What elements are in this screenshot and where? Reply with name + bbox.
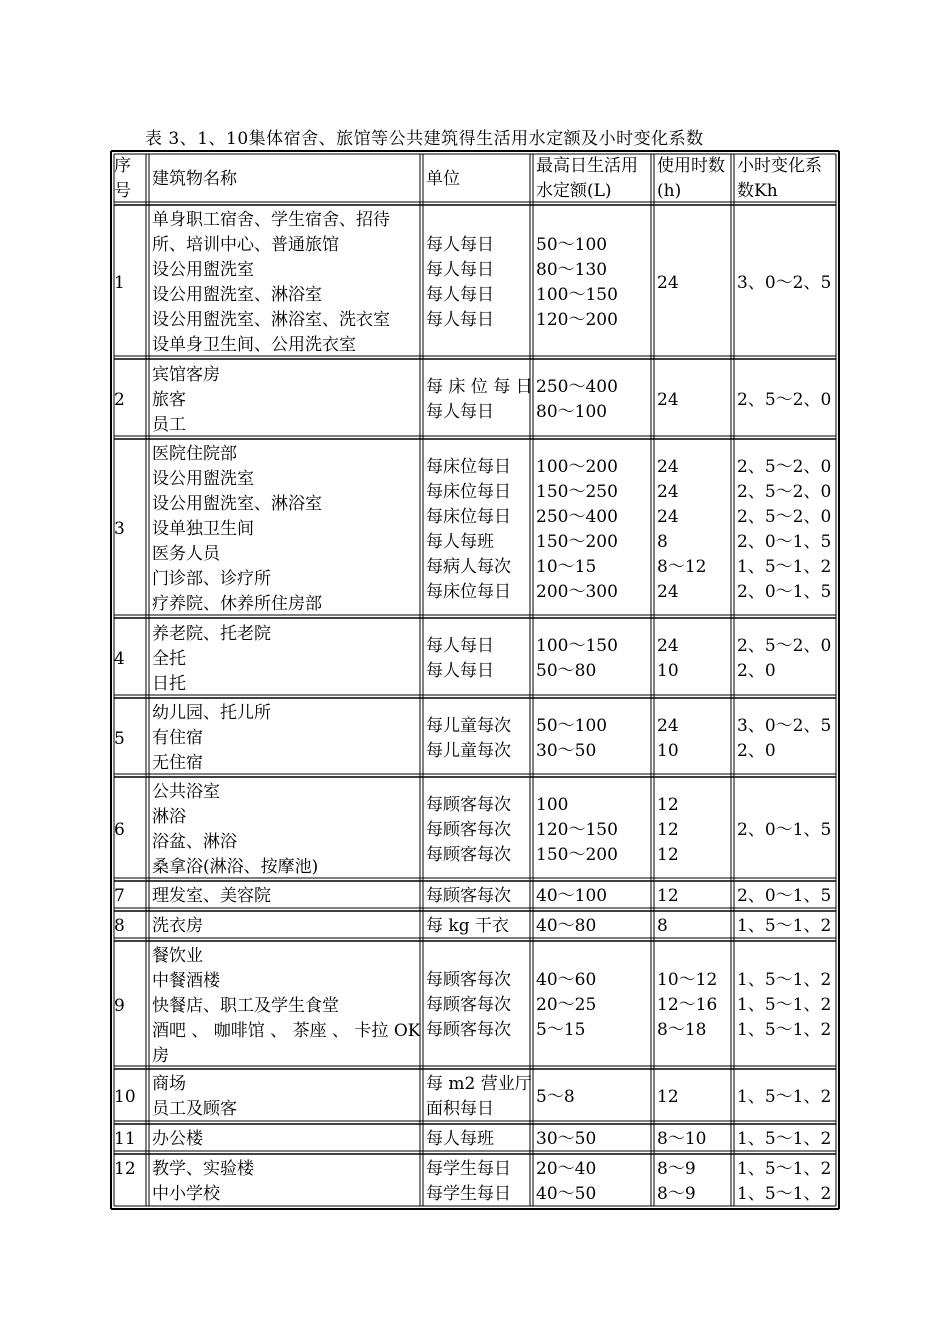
row-2-hours: 24 [657,390,679,410]
row-5-name: 幼儿园、托儿所 有住宿 无住宿 [152,703,271,773]
row-10-name: 商场 员工及顾客 [152,1074,237,1119]
row-6-no: 6 [114,820,125,840]
row-1-quota: 50～100 80～130 100～150 120～200 [536,235,618,330]
row-4-name: 养老院、托老院 全托 日托 [152,624,271,694]
row-3-kh: 2、5～2、0 2、5～2、0 2、5～2、0 2、0～1、5 1、5～1、2 2、0～1、5 [737,457,832,602]
row-6-kh: 2、0～1、5 [737,820,832,840]
row-2-name: 宾馆客房 旅客 员工 [152,365,220,435]
row-11-no: 11 [114,1129,136,1149]
row-12-hours: 8～9 8～9 [657,1159,696,1204]
header-no: 序 号 [114,156,131,201]
row-9-quota: 40～60 20～25 5～15 [536,970,597,1040]
row-9-unit: 每顾客每次 每顾客每次 每顾客每次 [426,970,511,1040]
row-2-no: 2 [114,390,125,410]
header-quota: 最高日生活用 水定额(L) [536,156,638,201]
row-10-no: 10 [114,1087,136,1107]
row-3-name: 医院住院部 设公用盥洗室 设公用盥洗室、淋浴室 设单独卫生间 医务人员 门诊部、诊疗所 疗养院、休养所住房部 [152,444,322,614]
row-8-no: 8 [114,916,125,936]
row-9-name: 餐饮业 中餐酒楼 快餐店、职工及学生食堂 酒吧 、 咖啡馆 、 茶座 、 卡拉 OK 房 [152,946,421,1066]
header-name: 建筑物名称 [152,169,237,189]
row-5-unit: 每儿童每次 每儿童每次 [426,716,511,761]
row-1-no: 1 [114,273,125,293]
row-11-quota: 30～50 [536,1129,597,1149]
row-7-quota: 40～100 [536,886,608,906]
row-10-kh: 1、5～1、2 [737,1087,832,1107]
row-3-quota: 100～200 150～250 250～400 150～200 10～15 200～300 [536,457,618,602]
row-12-name: 教学、实验楼 中小学校 [152,1159,254,1204]
table-caption: 表 3、1、10集体宿舍、旅馆等公共建筑得生活用水定额及小时变化系数 [145,129,704,149]
row-4-quota: 100～150 50～80 [536,636,618,681]
row-4-hours: 24 10 [657,636,679,681]
row-7-hours: 12 [657,886,679,906]
row-7-name: 理发室、美容院 [152,886,271,906]
row-11-unit: 每人每班 [426,1129,494,1149]
row-4-kh: 2、5～2、0 2、0 [737,636,832,681]
row-4-unit: 每人每日 每人每日 [426,636,494,681]
row-2-kh: 2、5～2、0 [737,390,832,410]
row-12-quota: 20～40 40～50 [536,1159,597,1204]
row-6-name: 公共浴室 淋浴 浴盆、淋浴 桑拿浴(淋浴、按摩池) [152,782,319,877]
row-10-hours: 12 [657,1087,679,1107]
header-hours: 使用时数 (h) [657,156,725,201]
row-7-unit: 每顾客每次 [426,886,511,906]
row-1-kh: 3、0～2、5 [737,273,832,293]
row-6-hours: 12 12 12 [657,795,679,865]
row-2-quota: 250～400 80～100 [536,377,618,422]
row-5-quota: 50～100 30～50 [536,716,608,761]
row-12-unit: 每学生每日 每学生每日 [426,1159,511,1204]
row-5-kh: 3、0～2、5 2、0 [737,716,832,761]
row-6-unit: 每顾客每次 每顾客每次 每顾客每次 [426,795,511,865]
row-12-kh: 1、5～1、2 1、5～1、2 [737,1159,832,1204]
row-7-no: 7 [114,886,125,906]
row-4-no: 4 [114,649,125,669]
row-11-hours: 8～10 [657,1129,707,1149]
row-6-quota: 100 120～150 150～200 [536,795,618,865]
row-12-no: 12 [114,1159,136,1179]
header-unit: 单位 [426,169,460,189]
row-8-kh: 1、5～1、2 [737,916,832,936]
row-9-hours: 10～12 12～16 8～18 [657,970,718,1040]
row-9-kh: 1、5～1、2 1、5～1、2 1、5～1、2 [737,970,832,1040]
row-5-no: 5 [114,729,125,749]
row-7-kh: 2、0～1、5 [737,886,832,906]
row-8-name: 洗衣房 [152,916,203,936]
row-3-unit: 每床位每日 每床位每日 每床位每日 每人每班 每病人每次 每床位每日 [426,457,511,602]
row-8-quota: 40～80 [536,916,597,936]
row-11-name: 办公楼 [152,1129,203,1149]
row-5-hours: 24 10 [657,716,679,761]
row-1-hours: 24 [657,273,679,293]
row-10-unit: 每 m2 营业厅 面积每日 [426,1074,532,1119]
row-9-no: 9 [114,996,125,1016]
row-10-quota: 5～8 [536,1087,575,1107]
row-8-unit: 每 kg 干衣 [426,916,509,936]
row-3-hours: 24 24 24 8 8～12 24 [657,457,707,602]
water-quota-table [110,150,840,1210]
row-1-unit: 每人每日 每人每日 每人每日 每人每日 [426,235,494,330]
row-11-kh: 1、5～1、2 [737,1129,832,1149]
row-8-hours: 8 [657,916,668,936]
header-kh: 小时变化系 数Kh [737,156,822,201]
row-2-unit: 每 床 位 每 日 每人每日 [426,377,533,422]
row-3-no: 3 [114,519,125,539]
row-1-name: 单身职工宿舍、学生宿舍、招待 所、培训中心、普通旅馆 设公用盥洗室 设公用盥洗室、淋浴室 设公用盥洗室、淋浴室、洗衣室 设单身卫生间、公用洗衣室 [152,210,390,355]
